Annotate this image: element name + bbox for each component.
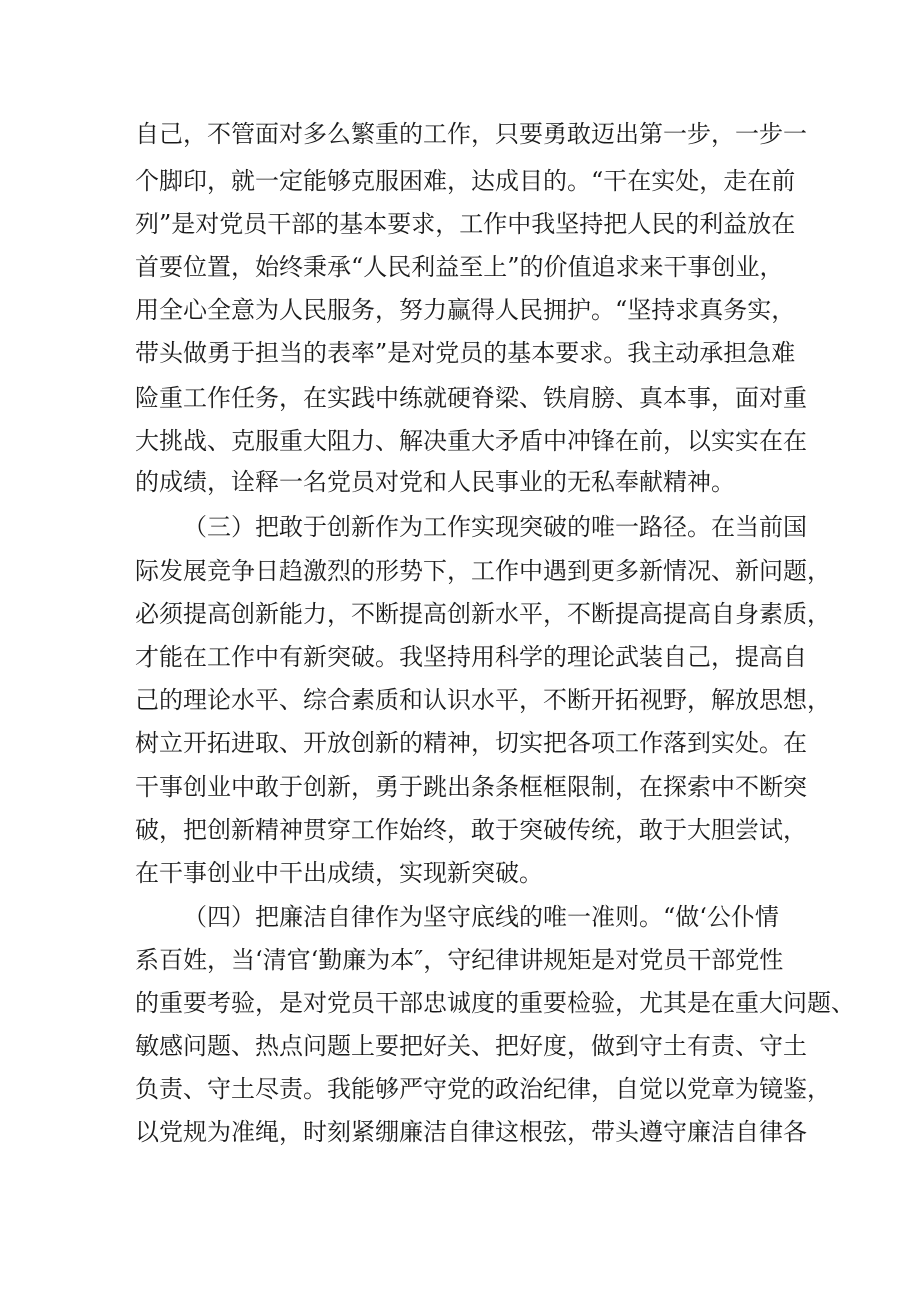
text-line: 系百姓，当‘清官‘勤廉为本″，守纪律讲规矩是对党员干部党性 — [135, 946, 784, 974]
paragraph-4-heading-line: （四）把廉洁自律作为坚守底线的唯一准则。“做‘公仆情 — [183, 903, 779, 931]
text-line: 以党规为准绳，时刻紧绷廉洁自律这根弦，带头遵守廉洁自律各 — [135, 1118, 807, 1146]
text-line: 己的理论水平、综合素质和认识水平，不断开拓视野，解放思想， — [135, 686, 831, 714]
text-line: 用全心全意为人民服务，努力赢得人民拥护。“坚持求真务实， — [135, 296, 796, 324]
text-line: 带头做勇于担当的表率”是对党员的基本要求。我主动承担急难 — [135, 339, 796, 367]
text-line: 大挑战、克服重大阻力、解决重大矛盾中冲锋在前，以实实在在 — [135, 427, 807, 455]
text-line: 险重工作任务，在实践中练就硬脊梁、铁肩膀、真本事，面对重 — [135, 384, 807, 412]
text-line: 在干事创业中干出成绩，实现新突破。 — [135, 859, 543, 887]
text-line: 际发展竞争日趋激烈的形势下，工作中遇到更多新情况、新问题， — [135, 557, 831, 585]
text-line: 的重要考验，是对党员干部忠诚度的重要检验，尤其是在重大问题、 — [135, 989, 855, 1017]
text-line: 首要位置，始终秉承“人民利益至上”的价值追求来干事创业， — [135, 253, 784, 281]
text-line: 必须提高创新能力，不断提高创新水平，不断提高提高自身素质， — [135, 600, 831, 628]
text-line: 树立开拓进取、开放创新的精神，切实把各项工作落到实处。在 — [135, 729, 807, 757]
paragraph-3-heading-line: （三）把敢于创新作为工作实现突破的唯一路径。在当前国 — [183, 513, 807, 541]
text-line: 列”是对党员干部的基本要求，工作中我坚持把人民的利益放在 — [135, 210, 796, 238]
text-line: 负责、守土尽责。我能够严守党的政治纪律，自觉以党章为镜鉴， — [135, 1075, 831, 1103]
text-line: 破，把创新精神贯穿工作始终，敢于突破传统，敢于大胆尝试， — [135, 816, 807, 844]
text-line: 自己，不管面对多么繁重的工作，只要勇敢迈出第一步，一步一 — [135, 120, 807, 148]
text-line: 敏感问题、热点问题上要把好关、把好度，做到守土有责、守土 — [135, 1032, 807, 1060]
text-line: 个脚印，就一定能够克服困难，达成目的。“干在实处，走在前 — [135, 167, 796, 195]
text-line: 的成绩，诠释一名党员对党和人民事业的无私奉献精神。 — [135, 468, 735, 496]
text-line: 干事创业中敢于创新，勇于跳出条条框框限制，在探索中不断突 — [135, 773, 807, 801]
text-line: 才能在工作中有新突破。我坚持用科学的理论武装自己，提高自 — [135, 643, 807, 671]
